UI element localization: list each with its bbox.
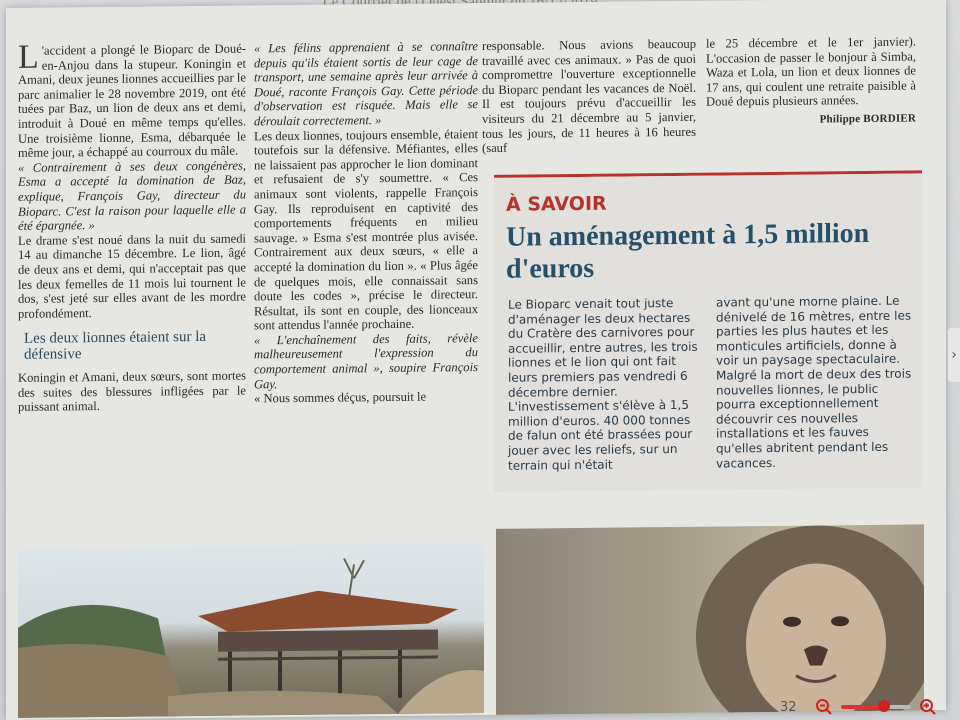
info-box-kicker: À SAVOIR bbox=[506, 192, 607, 216]
info-box-title: Un aménagement à 1,5 million d'euros bbox=[506, 217, 870, 285]
photo-enclosure-pavilion bbox=[18, 543, 484, 718]
chevron-right-icon: › bbox=[951, 347, 957, 363]
zoom-slider-thumb[interactable] bbox=[878, 700, 890, 712]
article-paragraph: Koningin et Amani, deux sœurs, sont mortes des suites des blessures infligées par le puissant animal. bbox=[18, 368, 246, 415]
photo-lion bbox=[496, 524, 924, 714]
quote-text: « L'enchaînement des faits, révèle malheureusement l'expression du comportement animal », soupire François Gay. bbox=[254, 330, 478, 392]
article-paragraph: Les deux lionnes, toujours ensemble, étaient toutefois sur la défensive. Méfiantes, elles ne laissaient pas approcher le lion dominant et refusaient de s'y soumettre. « Ces animaux sont violents, rappelle François Gay. Ils reproduisent en captivité des comportements fréquents en milieu sauvage. » Esma s'est montrée plus avisée. Contrairement aux deux sœurs, « elle a accepté la domination du lion ». « Plus âgée de quelques mois, elle connaissait sans doute les codes », précise le directeur. Résultat, ils sont en couple, des lionceaux sont attendus l'année prochaine. bbox=[254, 126, 478, 333]
pavilion-illustration bbox=[18, 543, 484, 718]
info-box-text: avant qu'une morne plaine. Le dénivelé de 16 mètres, entre les parties les plus hautes et les monticules artificiels, donne à voir un paysage spectaculaire. Malgré la mort de deux des trois nouvelles lionnes, le public pourra exceptionnellement découvrir ces nouvelles installations et les fauves qu'elles abritent pendant les vacances. bbox=[716, 293, 912, 471]
article-paragraph: « Nous sommes déçus, poursuit le bbox=[254, 389, 427, 406]
lead-text: 'accident a plongé le Bioparc de Doué-en-Anjou dans la stupeur. Koningin et Amani, deux jeunes lionnes accueillies par le parc animalier le 28 novembre 2019, ont été tuées par Baz, un lion de deux ans et demi, introduit à Doué en même temps qu'elles. Une troisième lionne, Esma, débarquée le même jour, a échappé au courroux du mâle. bbox=[18, 41, 246, 161]
subheading: Les deux lionnes étaient sur la défensive bbox=[24, 329, 207, 364]
article-quote bbox=[254, 331, 478, 392]
zoom-toolbar bbox=[720, 694, 960, 720]
info-box bbox=[494, 173, 922, 491]
article-column-3 bbox=[482, 37, 696, 156]
quote-text: « Les félins apprenaient à se connaître depuis qu'ils étaient sortis de leur cage de transport, une semaine après leur arrivée à Doué, raconte François Gay. Cette période d'observation est risquée. Mais elle se déroulait correctement. » bbox=[254, 39, 478, 129]
lion-illustration bbox=[496, 524, 924, 714]
author-signature: Philippe BORDIER bbox=[819, 112, 916, 126]
zoom-in-icon[interactable] bbox=[919, 698, 937, 716]
article-column-1 bbox=[18, 38, 246, 415]
article-quote bbox=[18, 158, 246, 233]
article-column-4 bbox=[706, 34, 916, 128]
dropcap: L bbox=[18, 38, 39, 76]
info-box-column-1 bbox=[508, 296, 704, 473]
newspaper-page bbox=[6, 0, 946, 720]
article-paragraph: responsable. Nous avions beaucoup travaillé avec ces animaux. » Pas de quoi compromettre l'ouverture exceptionnelle du Bioparc pendant les vacances de Noël. Il est toujours prévu d'accueillir les visiteurs du 21 décembre au 5 janvier, tous les jours, de 11 heures à 16 heures (sauf bbox=[482, 36, 696, 156]
article-quote bbox=[254, 39, 478, 129]
article-paragraph: le 25 décembre et le 1er janvier). L'occasion de passer le bonjour à Simba, Waza et Lola, un lion et deux lionnes de 17 ans, qui coulent une retraite paisible à Doué depuis plusieurs années. bbox=[706, 34, 916, 110]
zoom-out-icon[interactable] bbox=[815, 698, 833, 716]
page-number: 32 bbox=[780, 699, 797, 715]
quote-text: « Contrairement à ses deux congénères, Esma a accepté la domination de Baz, explique, François Gay, directeur du Bioparc. C'est la raison pour laquelle elle a été épargnée. » bbox=[18, 158, 246, 233]
info-box-text: Le Bioparc venait tout juste d'aménager les deux hectares du Cratère des carnivores pour accueillir, entre autres, les trois lionnes et le lion qui ont fait leurs premiers pas vendredi 6 décembre dernier. L'investissement s'élève à 1,5 million d'euros. 40 000 tonnes de falun ont été brassées pour jouer avec les reliefs, sur un terrain qui n'était bbox=[508, 296, 698, 473]
article-paragraph bbox=[18, 38, 246, 161]
info-box-column-2 bbox=[716, 294, 912, 471]
zoom-slider[interactable] bbox=[841, 705, 911, 709]
next-page-button[interactable] bbox=[948, 328, 960, 382]
article-paragraph: Le drame s'est noué dans la nuit du samedi 14 au dimanche 15 décembre. Le lion, âgé de deux ans et demi, qui n'acceptait pas que les deux femelles de 11 mois lui tournent le dos, s'est jeté sur elles avant de les mordre profondément. bbox=[18, 231, 246, 321]
article-column-2 bbox=[254, 39, 478, 406]
